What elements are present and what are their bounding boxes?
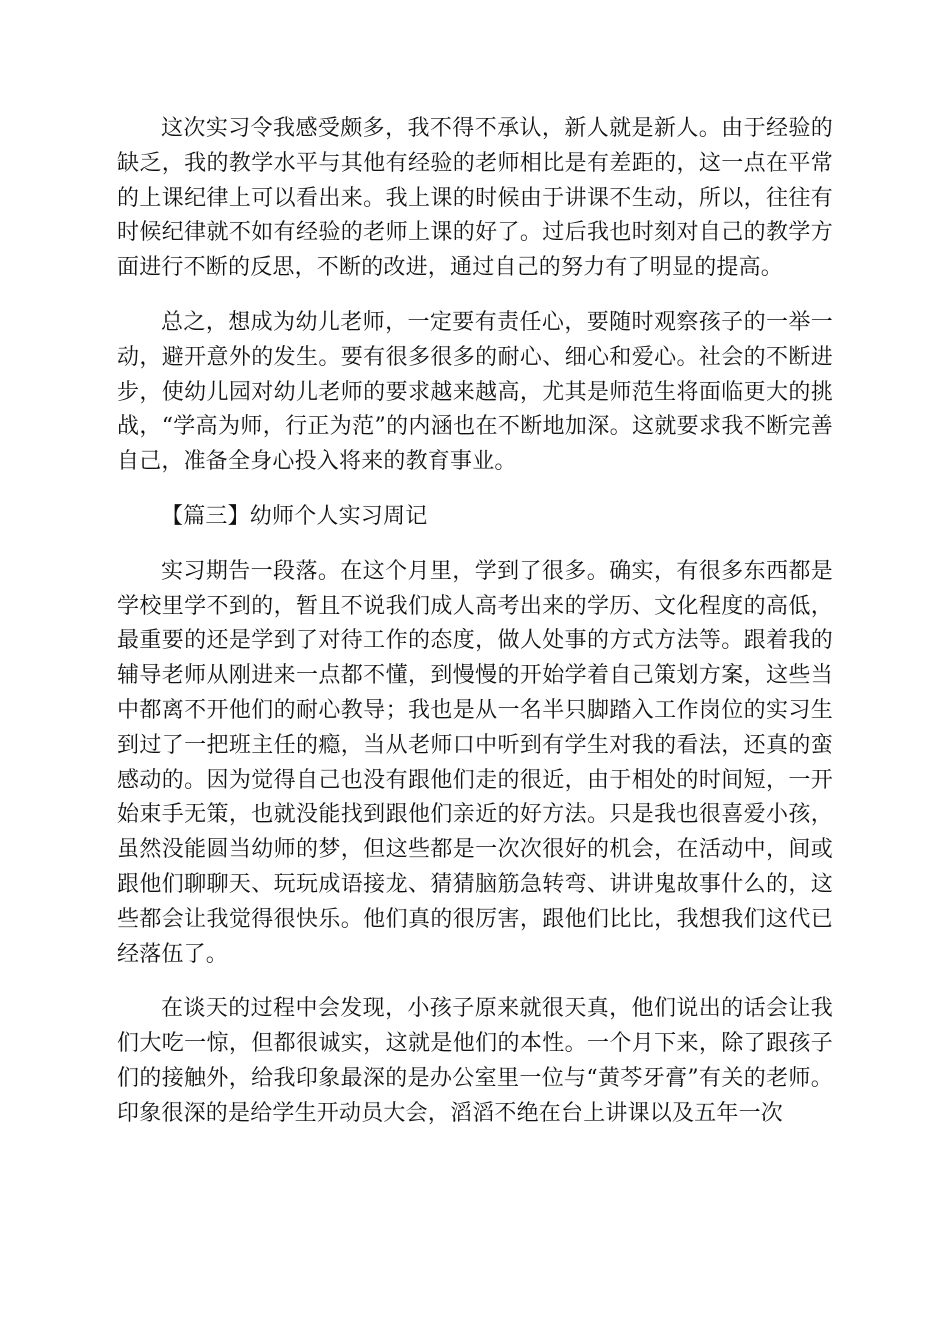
paragraph-conclusion: 总之，想成为幼儿老师，一定要有责任心，要随时观察孩子的一举一动，避开意外的发生。要有很多很多的耐心、细心和爱心。社会的不断进步，使幼儿园对幼儿老师的要求越来越高，尤其是师范生将面临更大的挑战，“学高为师，行正为范”的内涵也在不断地加深。这就要求我不断完善自己，准备全身心投入将来的教育事业。 — [117, 309, 833, 475]
section-heading: 【篇三】幼师个人实习周记 — [161, 503, 428, 529]
paragraph-internship-reflection: 这次实习令我感受颇多，我不得不承认，新人就是新人。由于经验的缺乏，我的教学水平与其他有经验的老师相比是有差距的，这一点在平常的上课纪律上可以看出来。我上课的时候由于讲课不生动，所以，往往有时候纪律就不如有经验的老师上课的好了。过后我也时刻对自己的教学方面进行不断的反思，不断的改进，通过自己的努力有了明显的提高。 — [117, 116, 833, 281]
document-page — [117, 112, 833, 1152]
paragraph-internship-summary: 实习期告一段落。在这个月里，学到了很多。确实，有很多东西都是学校里学不到的，暂且不说我们成人高考出来的学历、文化程度的高低，最重要的还是学到了对待工作的态度，做人处事的方式方法等。跟着我的辅导老师从刚进来一点都不懂，到慢慢的开始学着自己策划方案，这些当中都离不开他们的耐心教导；我也是从一名半只脚踏入工作岗位的实习生到过了一把班主任的瘾，当从老师口中听到有学生对我的看法，还真的蛮感动的。因为觉得自己也没有跟他们走的很近，由于相处的时间短，一开始束手无策，也就没能找到跟他们亲近的好方法。只是我也很喜爱小孩，虽然没能圆当幼师的梦，但这些都是一次次很好的机会，在活动中，间或跟他们聊聊天、玩玩成语接龙、猜猜脑筋急转弯、讲讲鬼故事什么的，这些都会让我觉得很快乐。他们真的很厉害，跟他们比比，我想我们这代已经落伍了。 — [117, 558, 833, 967]
paragraph-chatting-with-children: 在谈天的过程中会发现，小孩子原来就很天真，他们说出的话会让我们大吃一惊，但都很诚实，这就是他们的本性。一个月下来，除了跟孩子们的接触外，给我印象最深的是办公室里一位与“黄芩牙膏”有关的老师。印象很深的是给学生开动员大会，滔滔不绝在台上讲课以及五年一次 — [117, 996, 833, 1126]
